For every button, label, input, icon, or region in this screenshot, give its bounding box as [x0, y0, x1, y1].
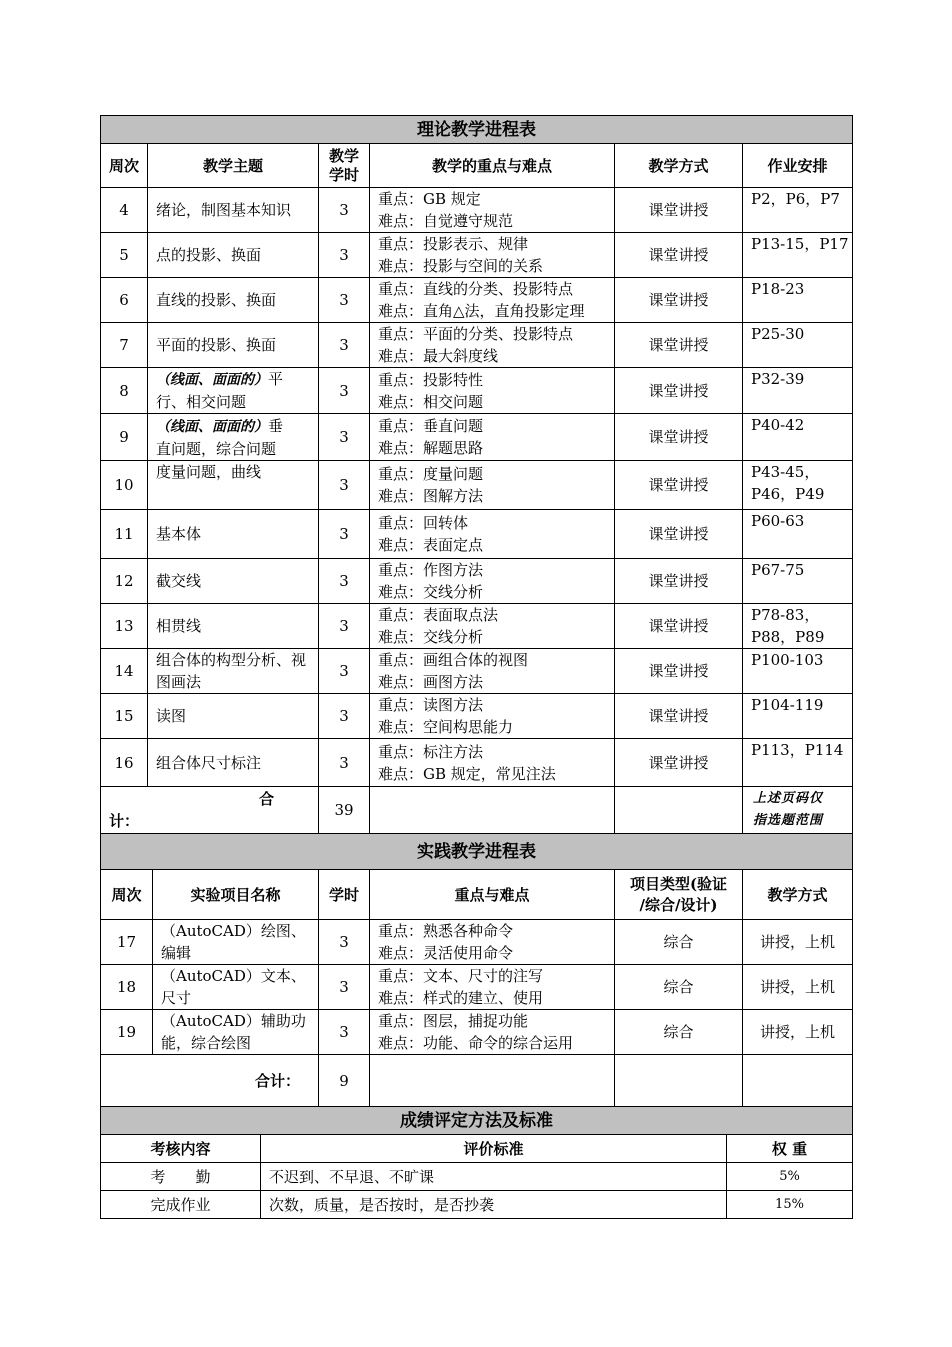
- hours-cell: 3: [319, 739, 370, 787]
- header-method: 教学方式: [615, 144, 743, 188]
- assessment-item-cell: 考 勤: [101, 1163, 261, 1191]
- table-row: [101, 233, 853, 278]
- table-row: [101, 1163, 853, 1191]
- keypoints-cell: 重点：垂直问题 难点：解题思路: [370, 414, 615, 461]
- theory-total-label: 合 计：: [101, 787, 319, 834]
- empty-cell: [615, 1055, 743, 1107]
- type-cell: 综合: [615, 920, 743, 965]
- theory-total-hours: 39: [319, 787, 370, 834]
- header-assessment-item: 考核内容: [101, 1135, 261, 1163]
- table-row: [101, 461, 853, 510]
- keypoints-cell: 重点：表面取点法 难点：交线分析: [370, 604, 615, 649]
- grading-title: 成绩评定方法及标准: [101, 1107, 853, 1135]
- hours-cell: 3: [319, 920, 370, 965]
- theory-total-row: [101, 787, 853, 834]
- keypoints-cell: 重点：文本、尺寸的注写 难点：样式的建立、使用: [370, 965, 615, 1010]
- hours-cell: 3: [319, 694, 370, 739]
- keypoints-cell: 重点：读图方法 难点：空间构思能力: [370, 694, 615, 739]
- week-cell: 17: [101, 920, 153, 965]
- keypoints-cell: 重点：回转体 难点：表面定点: [370, 510, 615, 559]
- keypoints-cell: 重点：投影表示、规律 难点：投影与空间的关系: [370, 233, 615, 278]
- method-cell: 课堂讲授: [615, 368, 743, 414]
- topic-cell: 度量问题，曲线: [148, 461, 319, 510]
- hours-cell: 3: [319, 510, 370, 559]
- homework-cell: P100-103: [743, 649, 853, 694]
- method-cell: 课堂讲授: [615, 739, 743, 787]
- week-cell: 12: [101, 559, 148, 604]
- topic-cell: 直线的投影、换面: [148, 278, 319, 323]
- table-row: [101, 604, 853, 649]
- topic-cell: 组合体的构型分析、视图画法: [148, 649, 319, 694]
- method-cell: 讲授，上机: [743, 965, 853, 1010]
- homework-cell: P43-45，P46，P49: [743, 461, 853, 510]
- criteria-cell: 次数，质量，是否按时，是否抄袭: [261, 1191, 727, 1219]
- table-row: [101, 920, 853, 965]
- table-row: [101, 278, 853, 323]
- weight-cell: 5%: [727, 1163, 853, 1191]
- keypoints-cell: 重点：图层，捕捉功能 难点：功能、命令的综合运用: [370, 1010, 615, 1055]
- topic-cell: 点的投影、换面: [148, 233, 319, 278]
- hours-cell: 3: [319, 559, 370, 604]
- hours-cell: 3: [319, 604, 370, 649]
- method-cell: 课堂讲授: [615, 188, 743, 233]
- method-cell: 课堂讲授: [615, 233, 743, 278]
- hours-cell: 3: [319, 965, 370, 1010]
- week-cell: 5: [101, 233, 148, 278]
- header-project-type: 项目类型(验证 /综合/设计): [615, 870, 743, 920]
- homework-cell: P13-15，P17: [743, 233, 853, 278]
- type-cell: 综合: [615, 1010, 743, 1055]
- header-week: 周次: [101, 144, 148, 188]
- homework-cell: P2，P6，P7: [743, 188, 853, 233]
- homework-note: 上述页码仅 指选题范围: [743, 787, 853, 834]
- hours-cell: 3: [319, 188, 370, 233]
- table-row: [101, 559, 853, 604]
- method-cell: 课堂讲授: [615, 559, 743, 604]
- hours-cell: 3: [319, 233, 370, 278]
- keypoints-cell: 重点：标注方法 难点：GB 规定，常见注法: [370, 739, 615, 787]
- week-cell: 11: [101, 510, 148, 559]
- assessment-item-cell: 完成作业: [101, 1191, 261, 1219]
- practice-total-label: 合计：: [101, 1055, 319, 1107]
- keypoints-cell: 重点：直线的分类、投影特点 难点：直角△法，直角投影定理: [370, 278, 615, 323]
- table-row: [101, 188, 853, 233]
- practice-total-hours: 9: [319, 1055, 370, 1107]
- table-row: [101, 323, 853, 368]
- homework-cell: P113，P114: [743, 739, 853, 787]
- week-cell: 13: [101, 604, 148, 649]
- homework-cell: P40-42: [743, 414, 853, 461]
- project-name-cell: （AutoCAD）辅助功 能，综合绘图: [153, 1010, 319, 1055]
- homework-cell: P32-39: [743, 368, 853, 414]
- theory-table: [100, 115, 853, 834]
- topic-cell: （线面、面面的）平 行、相交问题: [148, 368, 319, 414]
- hours-cell: 3: [319, 368, 370, 414]
- header-week: 周次: [101, 870, 153, 920]
- hours-cell: 3: [319, 323, 370, 368]
- keypoints-cell: 重点：平面的分类、投影特点 难点：最大斜度线: [370, 323, 615, 368]
- homework-cell: P78-83，P88，P89: [743, 604, 853, 649]
- week-cell: 14: [101, 649, 148, 694]
- grading-table: [100, 1106, 853, 1219]
- header-hours: 学时: [319, 870, 370, 920]
- week-cell: 6: [101, 278, 148, 323]
- method-cell: 课堂讲授: [615, 694, 743, 739]
- week-cell: 10: [101, 461, 148, 510]
- week-cell: 16: [101, 739, 148, 787]
- table-row: [101, 1010, 853, 1055]
- weight-cell: 15%: [727, 1191, 853, 1219]
- hours-cell: 3: [319, 414, 370, 461]
- method-cell: 课堂讲授: [615, 649, 743, 694]
- topic-cell: 平面的投影、换面: [148, 323, 319, 368]
- table-row: [101, 510, 853, 559]
- topic-cell: 基本体: [148, 510, 319, 559]
- homework-cell: P67-75: [743, 559, 853, 604]
- homework-cell: P60-63: [743, 510, 853, 559]
- method-cell: 课堂讲授: [615, 414, 743, 461]
- empty-cell: [743, 1055, 853, 1107]
- method-cell: 课堂讲授: [615, 278, 743, 323]
- topic-cell: 相贯线: [148, 604, 319, 649]
- header-hours: 教学 学时: [319, 144, 370, 188]
- method-cell: 课堂讲授: [615, 604, 743, 649]
- table-row: [101, 965, 853, 1010]
- keypoints-cell: 重点：投影特性 难点：相交问题: [370, 368, 615, 414]
- week-cell: 15: [101, 694, 148, 739]
- type-cell: 综合: [615, 965, 743, 1010]
- hours-cell: 3: [319, 649, 370, 694]
- topic-cell: 绪论，制图基本知识: [148, 188, 319, 233]
- method-cell: 课堂讲授: [615, 323, 743, 368]
- topic-cell: （线面、面面的）垂 直问题，综合问题: [148, 414, 319, 461]
- header-homework: 作业安排: [743, 144, 853, 188]
- table-row: [101, 414, 853, 461]
- header-weight: 权 重: [727, 1135, 853, 1163]
- keypoints-cell: 重点：度量问题 难点：图解方法: [370, 461, 615, 510]
- hours-cell: 3: [319, 278, 370, 323]
- header-key-points: 重点与难点: [370, 870, 615, 920]
- header-method: 教学方式: [743, 870, 853, 920]
- homework-cell: P18-23: [743, 278, 853, 323]
- empty-cell: [370, 787, 615, 834]
- keypoints-cell: 重点：熟悉各种命令 难点：灵活使用命令: [370, 920, 615, 965]
- topic-cell: 组合体尺寸标注: [148, 739, 319, 787]
- keypoints-cell: 重点：作图方法 难点：交线分析: [370, 559, 615, 604]
- hours-cell: 3: [319, 1010, 370, 1055]
- table-row: [101, 694, 853, 739]
- week-cell: 4: [101, 188, 148, 233]
- table-row: [101, 368, 853, 414]
- theory-title: 理论教学进程表: [101, 116, 853, 144]
- topic-cell: 截交线: [148, 559, 319, 604]
- keypoints-cell: 重点：GB 规定 难点：自觉遵守规范: [370, 188, 615, 233]
- method-cell: 课堂讲授: [615, 510, 743, 559]
- week-cell: 18: [101, 965, 153, 1010]
- practice-total-row: [101, 1055, 853, 1107]
- criteria-cell: 不迟到、不早退、不旷课: [261, 1163, 727, 1191]
- project-name-cell: （AutoCAD）绘图、 编辑: [153, 920, 319, 965]
- method-cell: 课堂讲授: [615, 461, 743, 510]
- week-cell: 19: [101, 1010, 153, 1055]
- table-row: [101, 649, 853, 694]
- method-cell: 讲授，上机: [743, 1010, 853, 1055]
- header-key-points: 教学的重点与难点: [370, 144, 615, 188]
- topic-cell: 读图: [148, 694, 319, 739]
- keypoints-cell: 重点：画组合体的视图 难点：画图方法: [370, 649, 615, 694]
- project-name-cell: （AutoCAD）文本、 尺寸: [153, 965, 319, 1010]
- homework-cell: P25-30: [743, 323, 853, 368]
- hours-cell: 3: [319, 461, 370, 510]
- practice-table: [100, 833, 853, 1107]
- week-cell: 7: [101, 323, 148, 368]
- week-cell: 9: [101, 414, 148, 461]
- header-project-name: 实验项目名称: [153, 870, 319, 920]
- week-cell: 8: [101, 368, 148, 414]
- table-row: [101, 1191, 853, 1219]
- method-cell: 讲授，上机: [743, 920, 853, 965]
- header-topic: 教学主题: [148, 144, 319, 188]
- empty-cell: [370, 1055, 615, 1107]
- empty-cell: [615, 787, 743, 834]
- homework-cell: P104-119: [743, 694, 853, 739]
- table-row: [101, 739, 853, 787]
- practice-title: 实践教学进程表: [101, 834, 853, 870]
- header-criteria: 评价标准: [261, 1135, 727, 1163]
